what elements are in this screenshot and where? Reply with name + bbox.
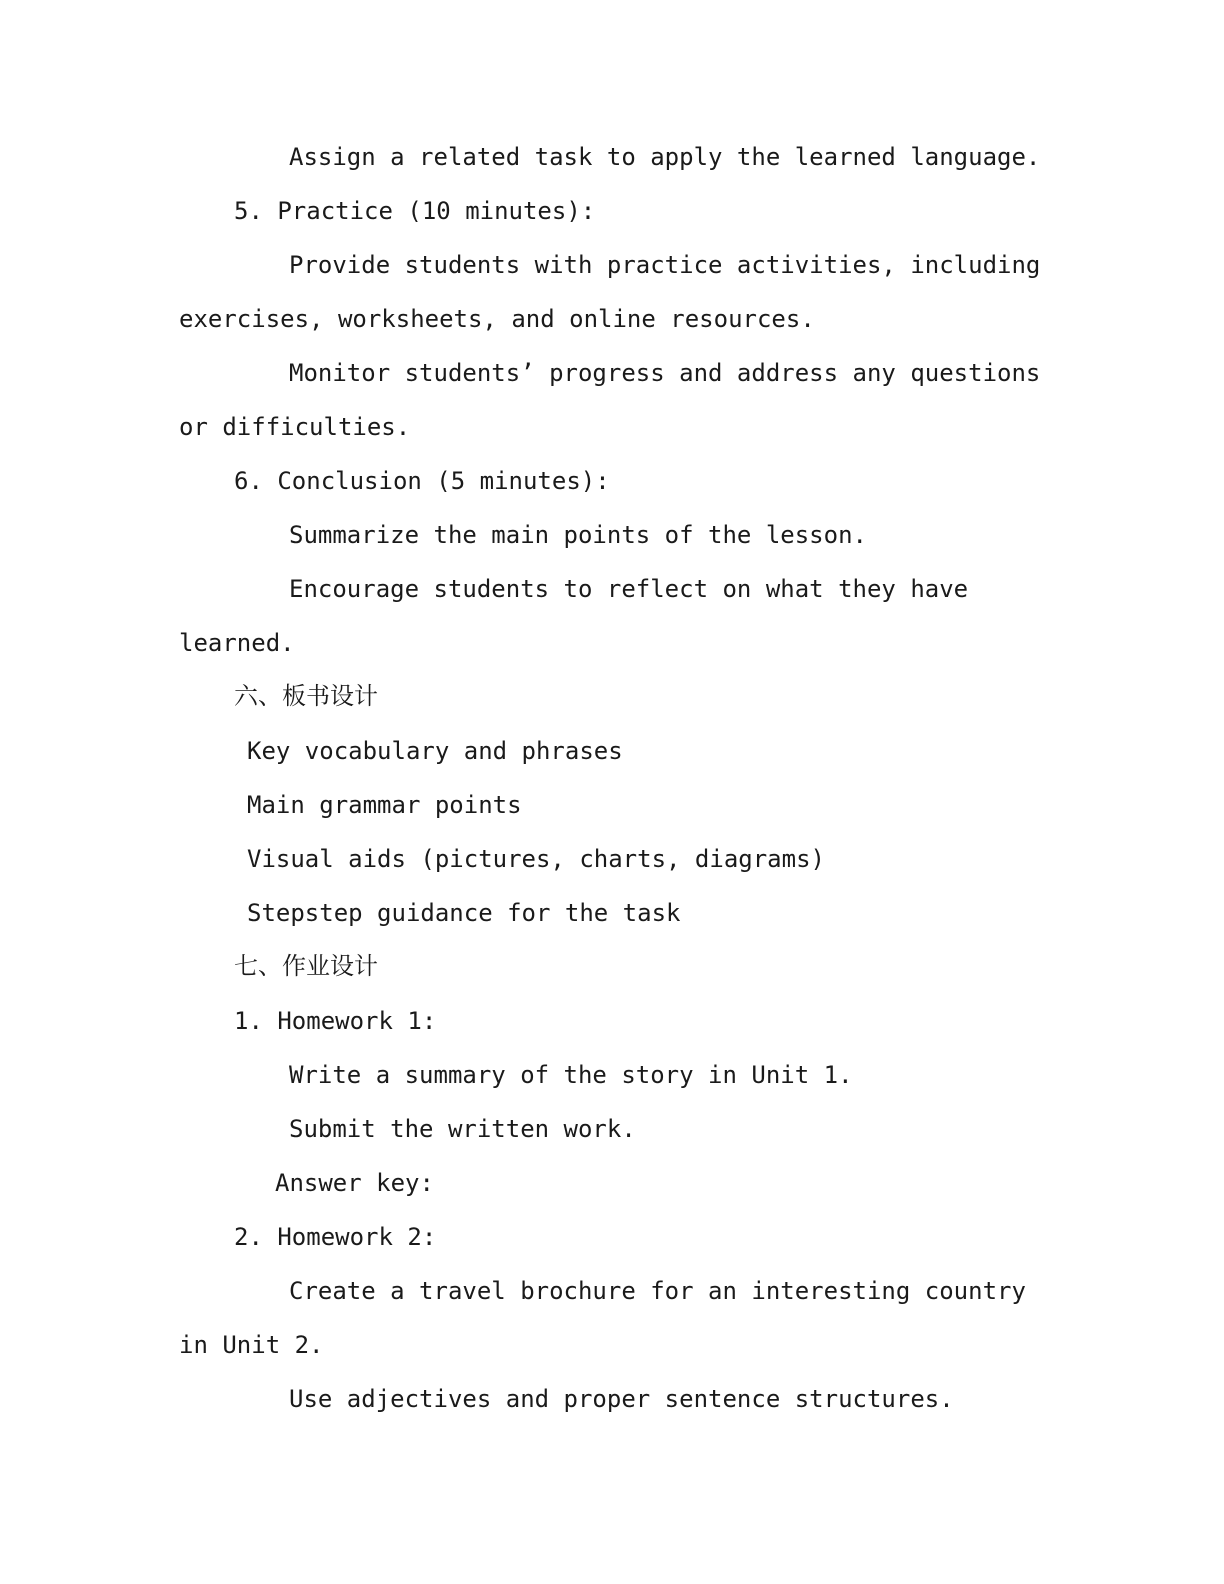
homework-1-line-2: Submit the written work. <box>289 1115 636 1143</box>
encourage-line-1: Encourage students to reflect on what they have <box>289 575 969 603</box>
summarize-line: Summarize the main points of the lesson. <box>289 521 867 549</box>
board-item-grammar: Main grammar points <box>247 791 522 819</box>
task-assign-line: Assign a related task to apply the learned language. <box>289 143 1041 171</box>
homework-1-line-1: Write a summary of the story in Unit 1. <box>289 1061 853 1089</box>
practice-line-1: Provide students with practice activities, including <box>289 251 1041 279</box>
encourage-line-2: learned. <box>179 629 295 657</box>
board-item-vocabulary: Key vocabulary and phrases <box>247 737 623 765</box>
conclusion-heading: 6. Conclusion (5 minutes): <box>234 467 610 495</box>
homework-design-heading: 七、作业设计 <box>234 952 378 980</box>
monitor-line-1: Monitor students’ progress and address any questions <box>289 359 1041 387</box>
answer-key-label: Answer key: <box>275 1169 434 1197</box>
homework-2-heading: 2. Homework 2: <box>234 1223 437 1251</box>
board-item-visual-aids: Visual aids (pictures, charts, diagrams) <box>247 845 825 873</box>
homework-2-line-1: Create a travel brochure for an interesting country <box>289 1277 1026 1305</box>
practice-heading: 5. Practice (10 minutes): <box>234 197 596 225</box>
homework-1-heading: 1. Homework 1: <box>234 1007 437 1035</box>
board-item-guidance: Stepstep guidance for the task <box>247 899 681 927</box>
board-design-heading: 六、板书设计 <box>234 682 378 710</box>
homework-2-line-3: Use adjectives and proper sentence structures. <box>289 1385 954 1413</box>
homework-2-line-2: in Unit 2. <box>179 1331 324 1359</box>
practice-line-2: exercises, worksheets, and online resources. <box>179 305 815 333</box>
monitor-line-2: or difficulties. <box>179 413 411 441</box>
